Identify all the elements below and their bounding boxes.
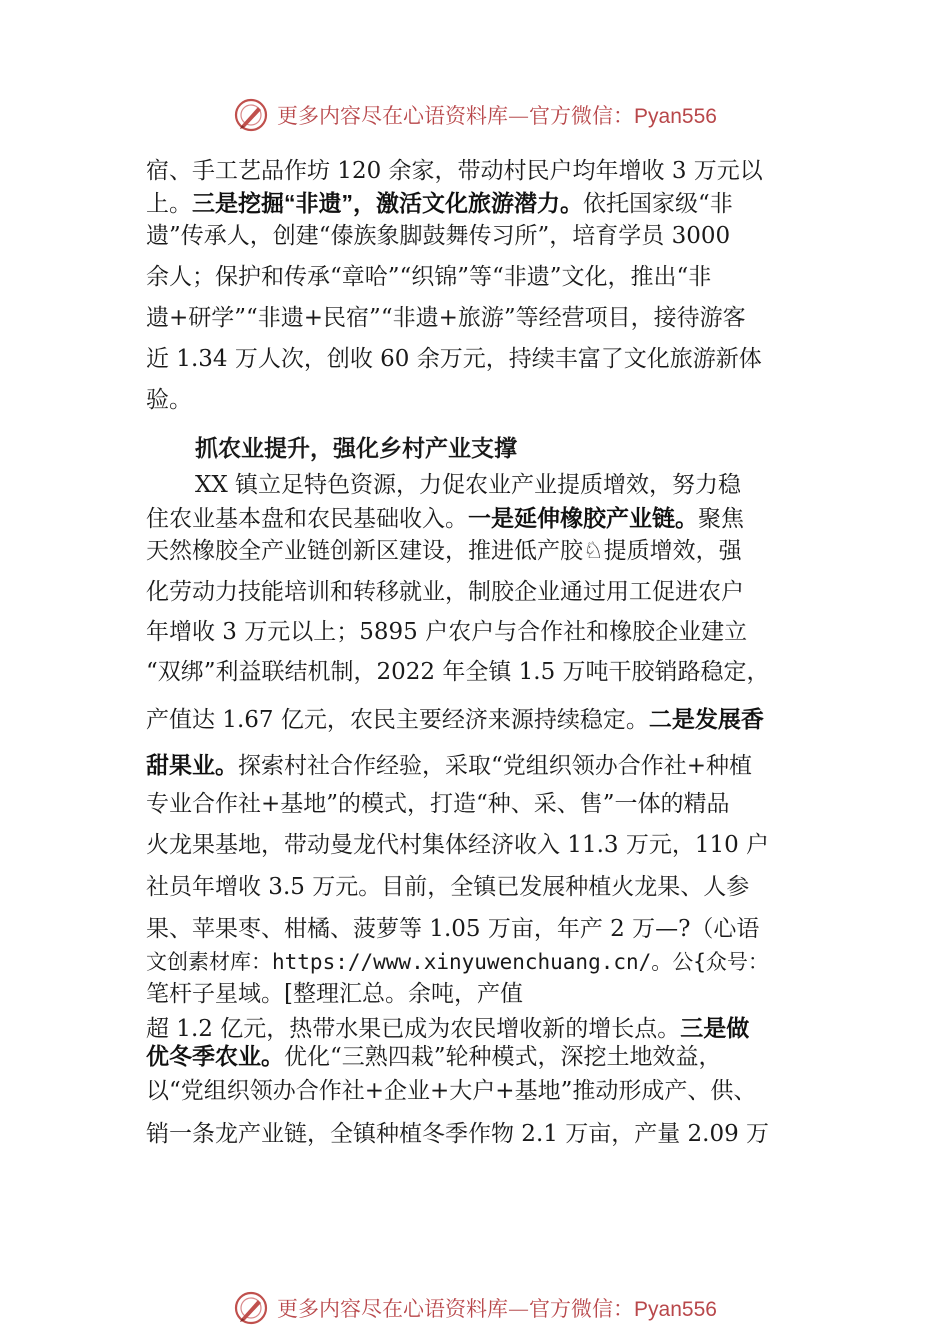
watermark-site-text: 更多内容尽在心语资料库 (277, 104, 509, 128)
text-run: 上。 (146, 191, 192, 217)
text-line: 近 1.34 万人次，创收 60 余万元，持续丰富了文化旅游新体 (146, 346, 762, 372)
bold-run: 三是做 (680, 1015, 750, 1041)
pen-logo-icon (233, 97, 269, 133)
watermark-separator: — (508, 1297, 530, 1321)
text-line: 年增收 3 万元以上；5895 户农户与合作社和橡胶企业建立 (146, 619, 748, 645)
watermark-wechat-id: Pyan556 (634, 1298, 717, 1321)
text-line: 笔杆子星域。[整理汇总。余吨，产值 (146, 981, 523, 1007)
watermark-wechat-label: 官方微信： (529, 1297, 635, 1321)
bold-run: 三是挖掘“非遗”，激活文化旅游潜力。 (192, 190, 583, 216)
watermark-wechat-id: Pyan556 (634, 105, 717, 128)
bold-run: 优冬季农业。 (146, 1043, 284, 1069)
text-run: 产值达 1.67 亿元，农民主要经济来源持续稳定。 (146, 707, 649, 733)
text-line: “双绑”利益联结机制，2022 年全镇 1.5 万吨干胶销路稳定， (146, 659, 770, 685)
text-line (146, 750, 836, 781)
text-line (146, 704, 836, 735)
text-line: 天然橡胶全产业链创新区建设，推进低产胶♘提质增效，强 (146, 538, 742, 564)
text-line: 社员年增收 3.5 万元。目前，全镇已发展种植火龙果、人参 (146, 874, 750, 900)
text-line: 宿、手工艺品作坊 120 余家，带动村民户均年增收 3 万元以 (146, 158, 763, 184)
watermark-wechat-label: 官方微信： (529, 104, 635, 128)
text-line: XX 镇立足特色资源，力促农业产业提质增效，努力稳 (195, 472, 742, 498)
text-line: 遗”传承人，创建“傣族象脚鼓舞传习所”，培育学员 3000 (146, 223, 731, 249)
text-run: 依托国家级“非 (583, 191, 733, 217)
text-line: 验。 (146, 387, 192, 413)
watermark-banner-bottom (0, 1286, 950, 1330)
text-line (146, 1041, 836, 1072)
watermark-text (277, 1293, 717, 1323)
text-line (146, 503, 836, 534)
bold-run: 甜果业。 (146, 752, 238, 778)
text-line: 专业合作社+基地”的模式，打造“种、采、售”一体的精品 (146, 791, 730, 817)
text-line: 文创素材库：https://www.xinyuwenchuang.cn/。公{众号： (146, 950, 769, 974)
text-line: 余人；保护和传承“章哈”“织锦”等“非遗”文化，推出“非 (146, 264, 712, 290)
text-run: 聚焦 (698, 506, 744, 532)
text-line (146, 1013, 836, 1044)
bold-run: 二是发展香 (648, 706, 764, 732)
section-heading: 抓农业提升，强化乡村产业支撑 (195, 435, 517, 461)
watermark-text (277, 100, 717, 130)
watermark-banner-top (0, 93, 950, 137)
text-line: 火龙果基地，带动曼龙代村集体经济收入 11.3 万元，110 户 (146, 832, 770, 858)
pen-logo-icon (233, 1290, 269, 1326)
text-line: 果、苹果枣、柑橘、菠萝等 1.05 万亩，年产 2 万—?（心语 (146, 916, 760, 942)
text-line (146, 188, 836, 219)
watermark-site-text: 更多内容尽在心语资料库 (277, 1297, 509, 1321)
text-line: 销一条龙产业链，全镇种植冬季作物 2.1 万亩，产量 2.09 万 (146, 1121, 770, 1147)
text-run: 探索村社合作经验，采取“党组织领办合作社+种植 (238, 753, 753, 779)
text-line: 化劳动力技能培训和转移就业，制胶企业通过用工促进农户 (146, 579, 744, 605)
text-run: 优化“三熟四栽”轮种模式，深挖土地效益， (284, 1044, 722, 1070)
watermark-separator: — (508, 104, 530, 128)
text-run: 住农业基本盘和农民基础收入。 (146, 506, 468, 532)
bold-run: 一是延伸橡胶产业链。 (468, 505, 698, 531)
text-line: 遗+研学”“非遗+民宿”“非遗+旅游”等经营项目，接待游客 (146, 305, 746, 331)
text-line: 以“党组织领办合作社+企业+大户+基地”推动形成产、供、 (146, 1078, 757, 1104)
text-run: 超 1.2 亿元，热带水果已成为农民增收新的增长点。 (146, 1016, 681, 1042)
